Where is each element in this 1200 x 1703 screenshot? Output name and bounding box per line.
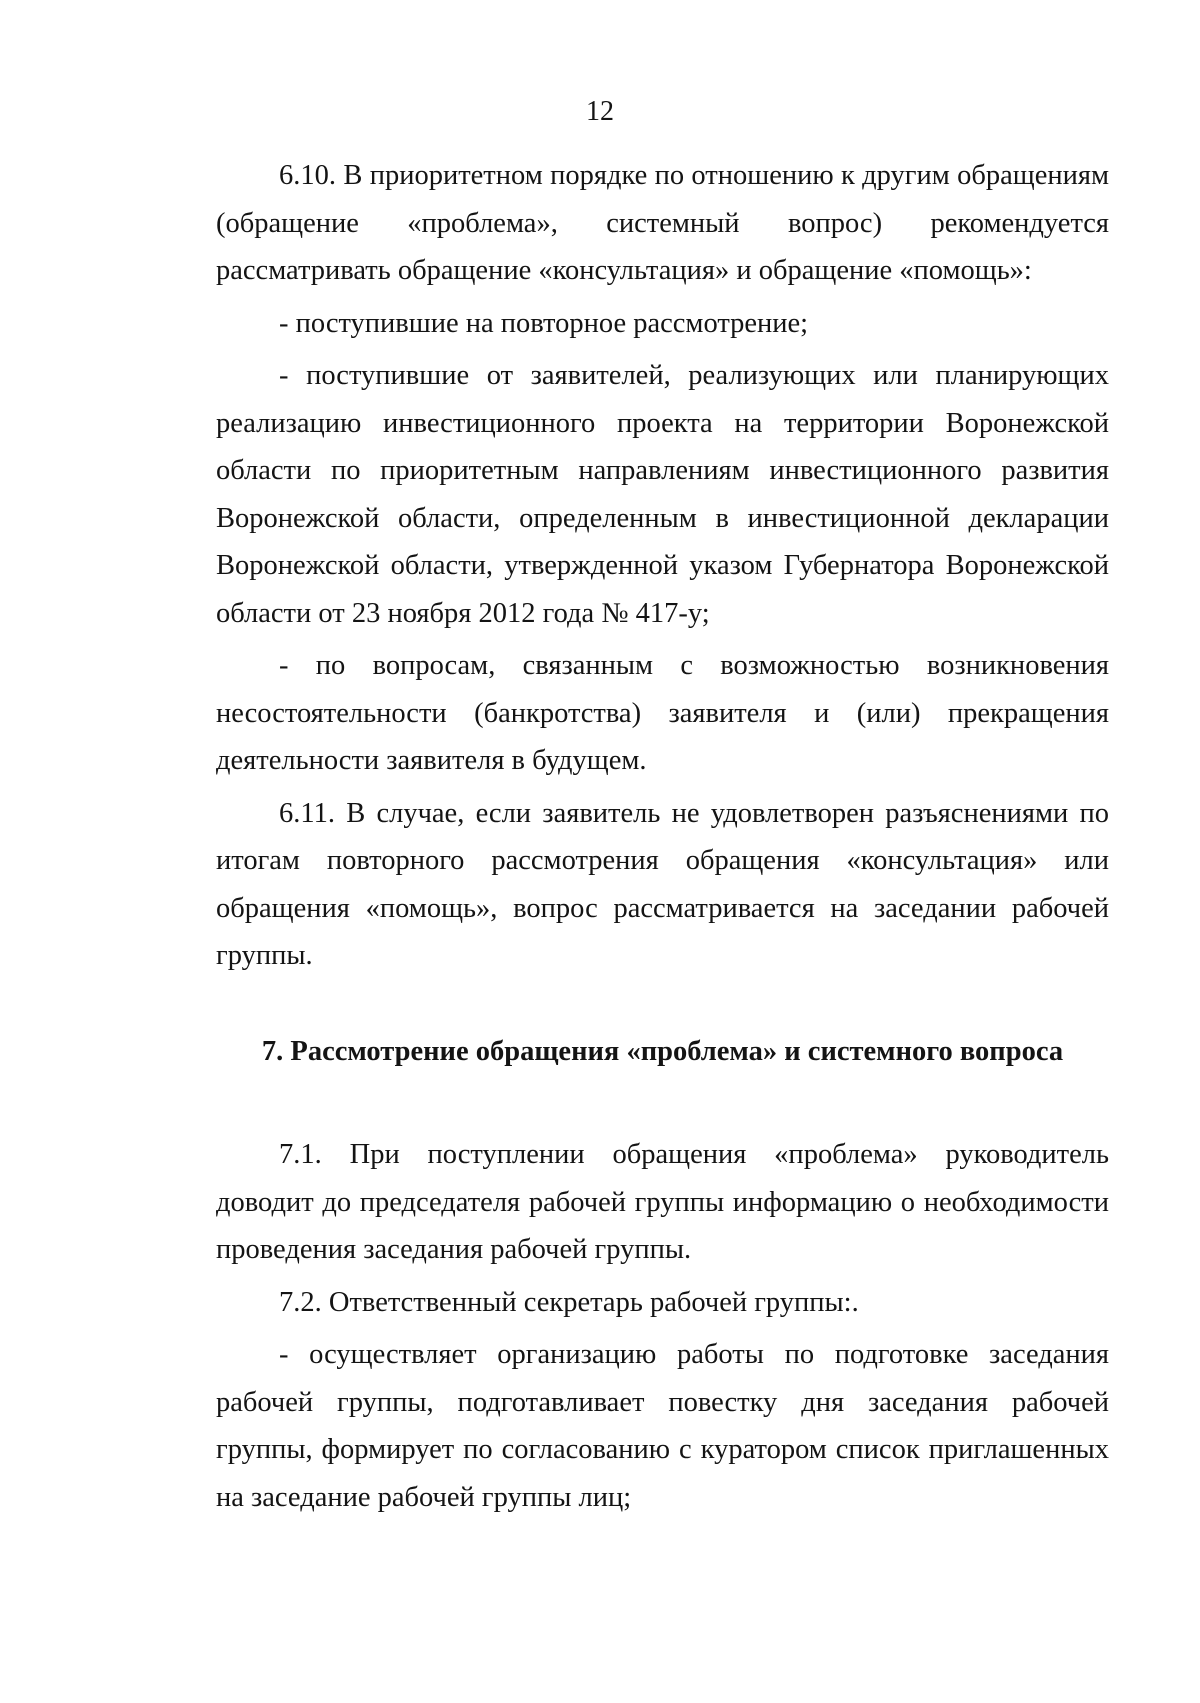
list-item-investors: - поступившие от заявителей, реализующих или планирующих реализацию инвестиционного проекта на территории Воронежской области по приоритетным направлениям инвестиционного развития Воронежской области, определенным в инвестиционной декларации Воронежской области, утвержденной указом Губернатора Воронежской области от 23 ноября 2012 года № 417-у; [216, 360, 1109, 629]
section-heading: 7. Рассмотрение обращения «проблема» и системного вопроса [261, 1035, 1064, 1067]
spacer [216, 1075, 1109, 1131]
paragraph-7-2: 7.2. Ответственный секретарь рабочей группы:. [279, 1286, 859, 1318]
spacer [216, 980, 1109, 1028]
list-item-secretary-duties: - осуществляет организацию работы по подготовке заседания рабочей группы, подготавливает повестку дня заседания рабочей группы, формирует по согласованию с куратором список приглашенных на заседание рабочей группы лиц; [216, 1339, 1109, 1513]
paragraph-6-11: 6.11. В случае, если заявитель не удовлетворен разъяснениями по итогам повторного рассмотрения обращения «консультация» или обращения «помощь», вопрос рассматривается на заседании рабочей группы. [216, 797, 1109, 971]
document-body [216, 152, 1109, 1521]
paragraph-6-10: 6.10. В приоритетном порядке по отношению к другим обращениям (обращение «проблема», системный вопрос) рекомендуется рассматривать обращение «консультация» и обращение «помощь»: [216, 160, 1109, 286]
list-item-repeat-review: - поступившие на повторное рассмотрение; [279, 307, 809, 339]
page-number: 12 [586, 96, 614, 127]
paragraph-7-1: 7.1. При поступлении обращения «проблема» руководитель доводит до председателя рабочей группы информацию о необходимости проведения заседания рабочей группы. [216, 1139, 1109, 1265]
list-item-bankruptcy: - по вопросам, связанным с возможностью возникновения несостоятельности (банкротства) заявителя и (или) прекращения деятельности заявителя в будущем. [216, 650, 1109, 776]
